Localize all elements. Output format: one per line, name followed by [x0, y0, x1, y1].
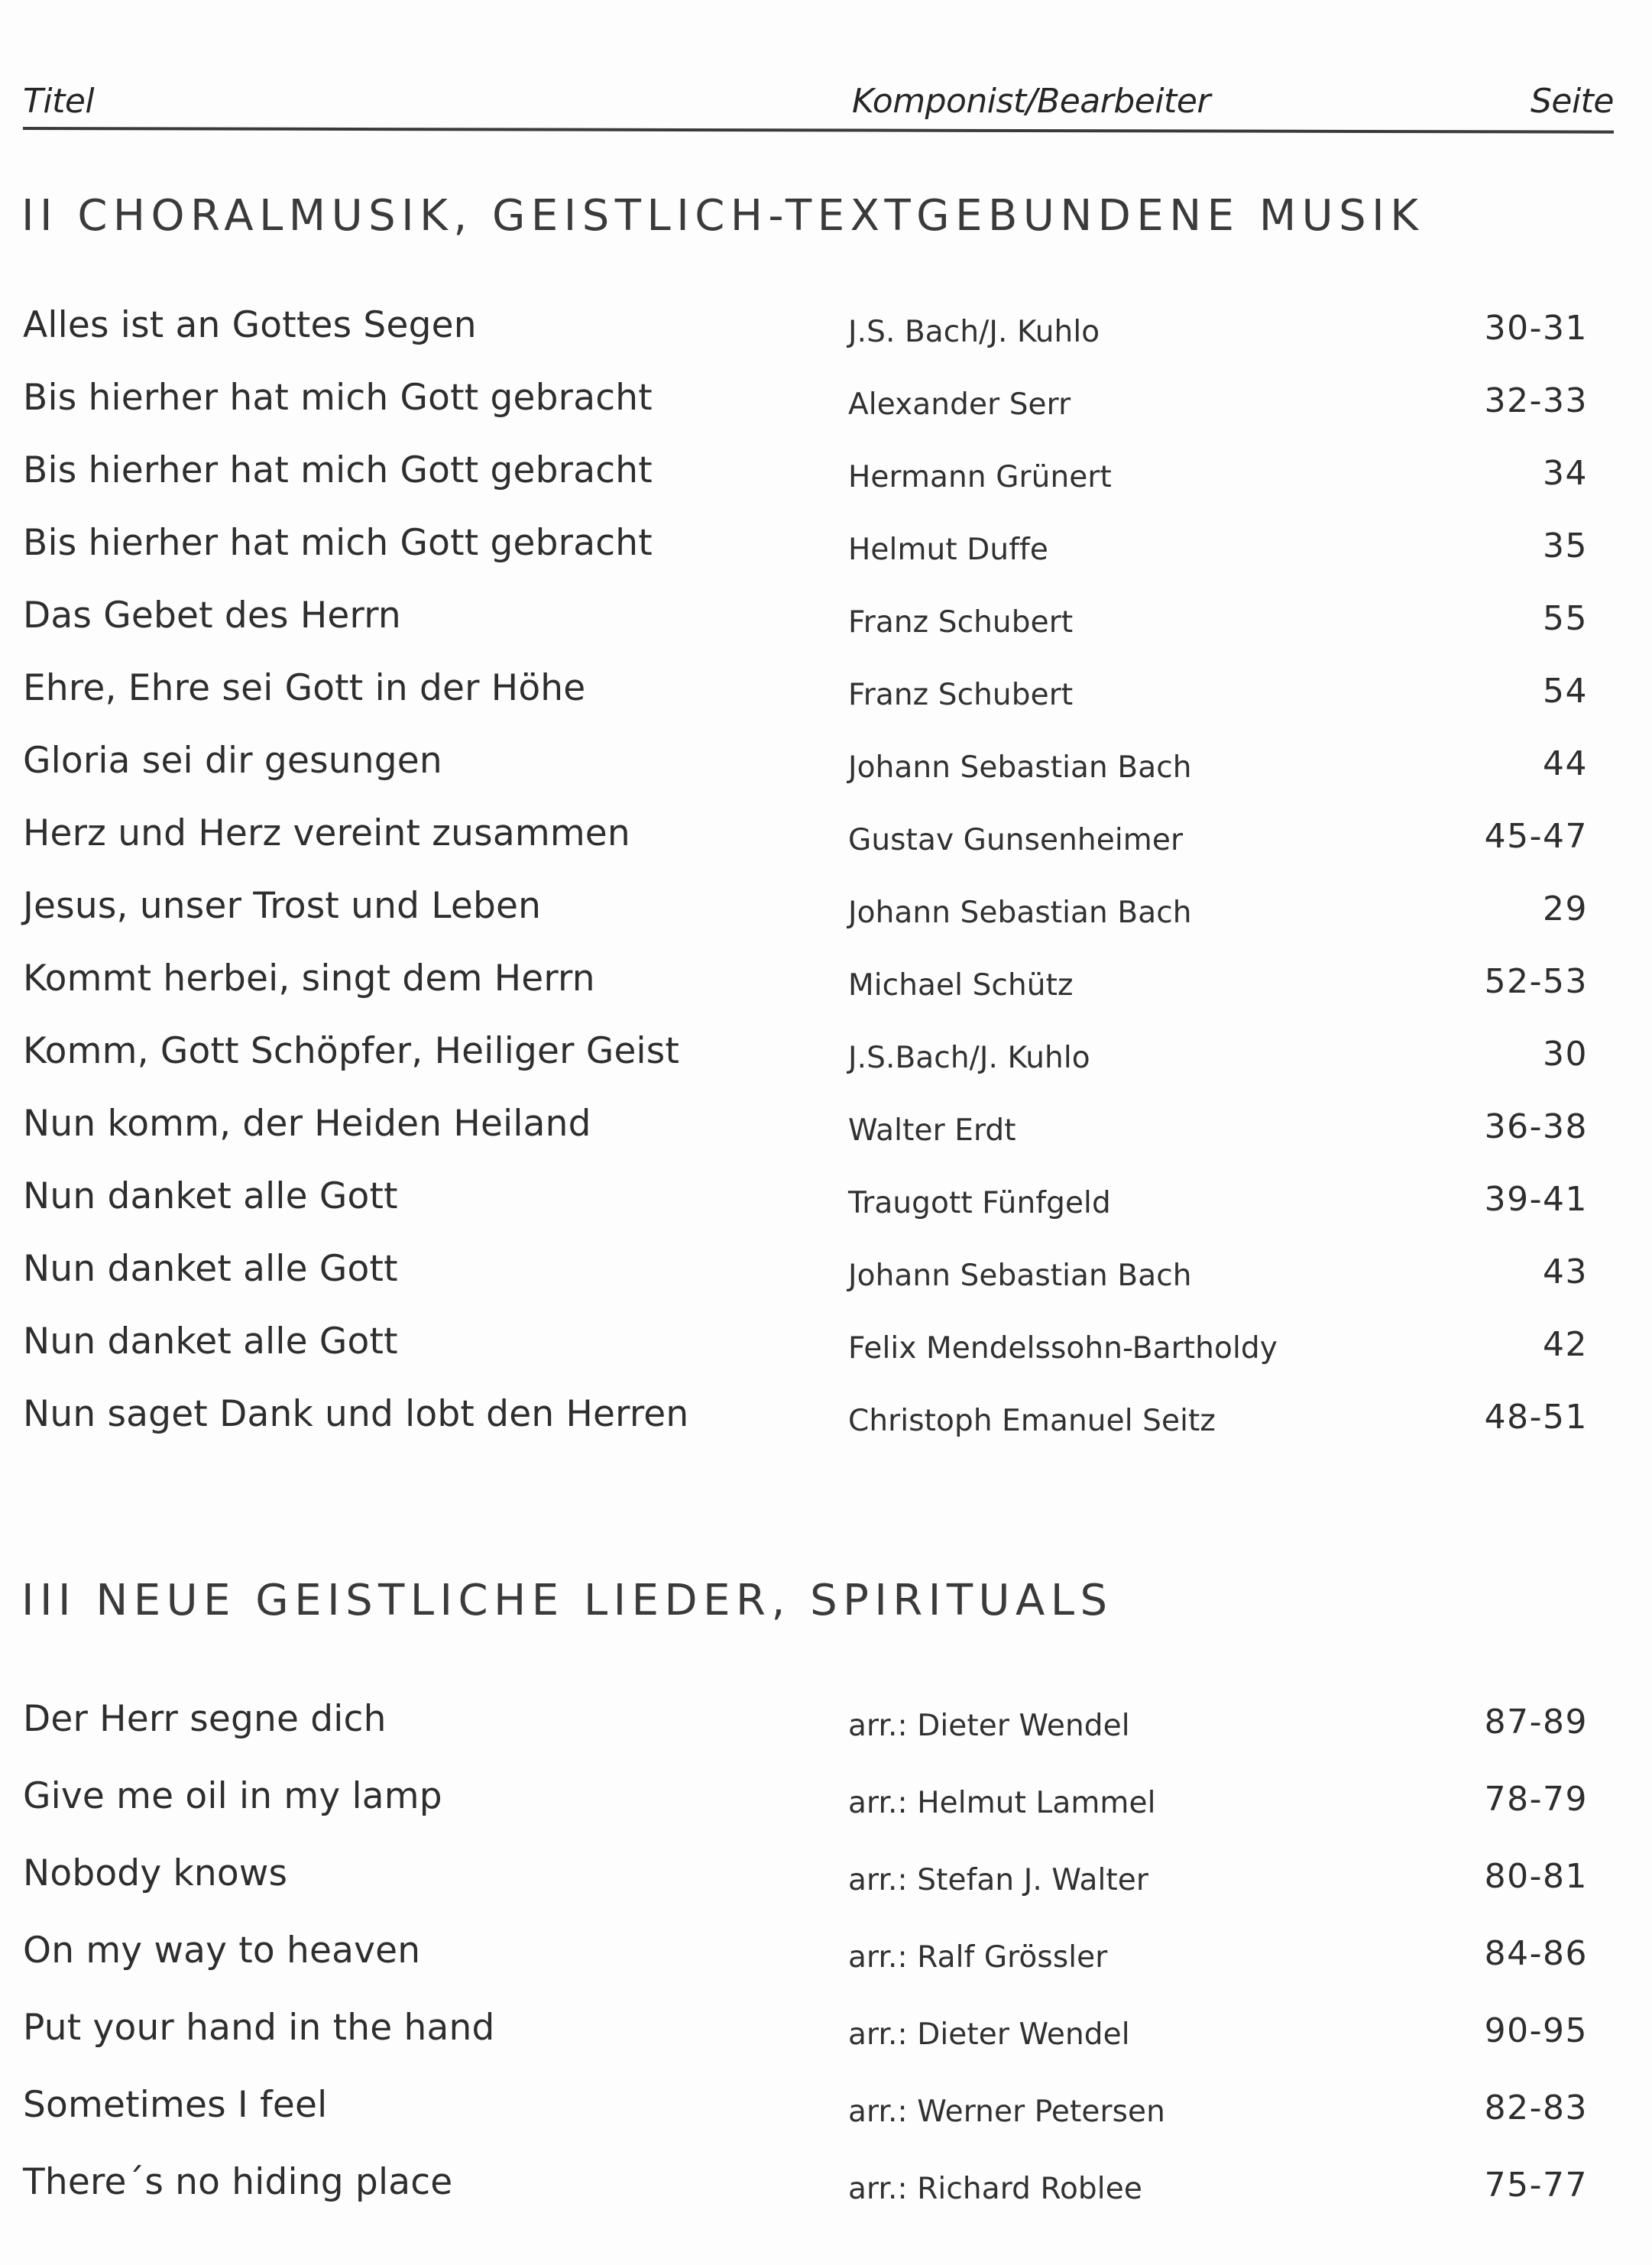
entry-composer: Traugott Fünfgeld	[848, 1186, 1111, 1220]
entry-composer: Johann Sebastian Bach	[848, 750, 1192, 785]
entry-page-number: 82-83	[1484, 2088, 1588, 2127]
table-row	[0, 812, 1652, 885]
table-row	[0, 1852, 1652, 1930]
entry-title: Ehre, Ehre sei Gott in der Höhe	[23, 667, 586, 709]
entry-composer: arr.: Dieter Wendel	[848, 1709, 1130, 1743]
entry-title: Put your hand in the hand	[23, 2007, 495, 2049]
table-row	[0, 1175, 1652, 1248]
table-row	[0, 1248, 1652, 1320]
entry-composer: Alexander Serr	[848, 387, 1071, 422]
table-row	[0, 1698, 1652, 1775]
table-row	[0, 2161, 1652, 2238]
entry-page-number: 87-89	[1484, 1703, 1588, 1742]
running-head-page-label: Seite	[1530, 82, 1614, 121]
entry-page-number: 30	[1543, 1035, 1588, 1074]
entry-page-number: 75-77	[1484, 2166, 1588, 2205]
table-row	[0, 522, 1652, 595]
entry-composer: arr.: Stefan J. Walter	[848, 1863, 1149, 1897]
entry-composer: J.S. Bach/J. Kuhlo	[848, 315, 1100, 349]
entry-title: Nun danket alle Gott	[23, 1248, 398, 1290]
table-row	[0, 2007, 1652, 2084]
entry-page-number: 35	[1543, 527, 1588, 565]
entry-composer: arr.: Ralf Grössler	[848, 1940, 1108, 1975]
section-heading-choralmusik: II CHORALMUSIK, GEISTLICH-TEXTGEBUNDENE MUSIK	[21, 191, 1424, 241]
table-row	[0, 449, 1652, 522]
entry-page-number: 30-31	[1484, 309, 1588, 348]
entry-title: Der Herr segne dich	[23, 1698, 387, 1740]
entry-list-choralmusik	[0, 304, 1652, 1466]
header-divider-rule	[23, 127, 1614, 134]
table-row	[0, 377, 1652, 449]
running-head	[23, 70, 1614, 125]
entry-page-number: 80-81	[1484, 1857, 1588, 1896]
entry-page-number: 44	[1543, 744, 1588, 783]
running-head-composer-label: Komponist/Bearbeiter	[852, 82, 1210, 121]
table-row	[0, 1030, 1652, 1103]
entry-composer: Walter Erdt	[848, 1113, 1016, 1148]
entry-page-number: 32-33	[1484, 381, 1588, 420]
entry-page-number: 48-51	[1484, 1398, 1588, 1437]
table-row	[0, 1930, 1652, 2007]
entry-composer: Gustav Gunsenheimer	[848, 823, 1184, 857]
entry-title: Herz und Herz vereint zusammen	[23, 812, 630, 854]
entry-composer: arr.: Helmut Lammel	[848, 1786, 1156, 1820]
entry-title: Nun danket alle Gott	[23, 1175, 398, 1217]
entry-page-number: 34	[1543, 454, 1588, 493]
entry-title: Sometimes I feel	[23, 2084, 328, 2126]
entry-composer: Johann Sebastian Bach	[848, 896, 1192, 930]
entry-title: Nun komm, der Heiden Heiland	[23, 1103, 591, 1145]
entry-composer: arr.: Werner Petersen	[848, 2095, 1165, 2129]
section-heading-neue-geistliche-lieder: III NEUE GEISTLICHE LIEDER, SPIRITUALS	[21, 1576, 1113, 1625]
table-row	[0, 885, 1652, 958]
entry-page-number: 84-86	[1484, 1934, 1588, 1973]
table-row	[0, 1393, 1652, 1466]
entry-title: Bis hierher hat mich Gott gebracht	[23, 522, 653, 564]
entry-title: There´s no hiding place	[23, 2161, 453, 2203]
entry-list-neue-geistliche-lieder	[0, 1698, 1652, 2238]
table-row	[0, 1103, 1652, 1175]
entry-page-number: 43	[1543, 1252, 1588, 1291]
entry-composer: Johann Sebastian Bach	[848, 1259, 1192, 1293]
entry-page-number: 78-79	[1484, 1780, 1588, 1819]
table-row	[0, 958, 1652, 1030]
table-row	[0, 2084, 1652, 2161]
entry-page-number: 42	[1543, 1325, 1588, 1364]
entry-page-number: 52-53	[1484, 962, 1588, 1001]
entry-title: Gloria sei dir gesungen	[23, 740, 442, 782]
entry-composer: J.S.Bach/J. Kuhlo	[848, 1041, 1090, 1075]
entry-composer: Michael Schütz	[848, 968, 1074, 1003]
entry-page-number: 55	[1543, 599, 1588, 638]
entry-composer: Hermann Grünert	[848, 460, 1112, 494]
entry-title: On my way to heaven	[23, 1930, 421, 1972]
table-row	[0, 667, 1652, 740]
table-row	[0, 740, 1652, 812]
entry-composer: Franz Schubert	[848, 678, 1074, 712]
entry-title: Jesus, unser Trost und Leben	[23, 885, 542, 927]
running-head-title-label: Titel	[23, 82, 95, 121]
entry-composer: arr.: Richard Roblee	[848, 2172, 1142, 2206]
entry-composer: Helmut Duffe	[848, 533, 1048, 567]
entry-title: Bis hierher hat mich Gott gebracht	[23, 449, 653, 491]
entry-composer: Felix Mendelssohn-Bartholdy	[848, 1331, 1278, 1366]
table-row	[0, 304, 1652, 377]
table-row	[0, 595, 1652, 667]
entry-title: Nun danket alle Gott	[23, 1320, 398, 1363]
entry-title: Bis hierher hat mich Gott gebracht	[23, 377, 653, 419]
entry-title: Das Gebet des Herrn	[23, 595, 401, 637]
entry-composer: arr.: Dieter Wendel	[848, 2017, 1130, 2052]
entry-composer: Christoph Emanuel Seitz	[848, 1404, 1216, 1438]
entry-page-number: 39-41	[1484, 1180, 1588, 1219]
entry-page-number: 29	[1543, 889, 1588, 928]
table-row	[0, 1775, 1652, 1852]
entry-page-number: 54	[1543, 672, 1588, 711]
entry-title: Kommt herbei, singt dem Herrn	[23, 958, 595, 1000]
entry-title: Nobody knows	[23, 1852, 288, 1894]
entry-title: Nun saget Dank und lobt den Herren	[23, 1393, 689, 1435]
entry-title: Komm, Gott Schöpfer, Heiliger Geist	[23, 1030, 680, 1072]
entry-page-number: 45-47	[1484, 817, 1588, 856]
entry-title: Alles ist an Gottes Segen	[23, 304, 477, 346]
table-row	[0, 1320, 1652, 1393]
entry-page-number: 36-38	[1484, 1107, 1588, 1146]
entry-composer: Franz Schubert	[848, 605, 1074, 640]
entry-page-number: 90-95	[1484, 2011, 1588, 2050]
entry-title: Give me oil in my lamp	[23, 1775, 442, 1817]
